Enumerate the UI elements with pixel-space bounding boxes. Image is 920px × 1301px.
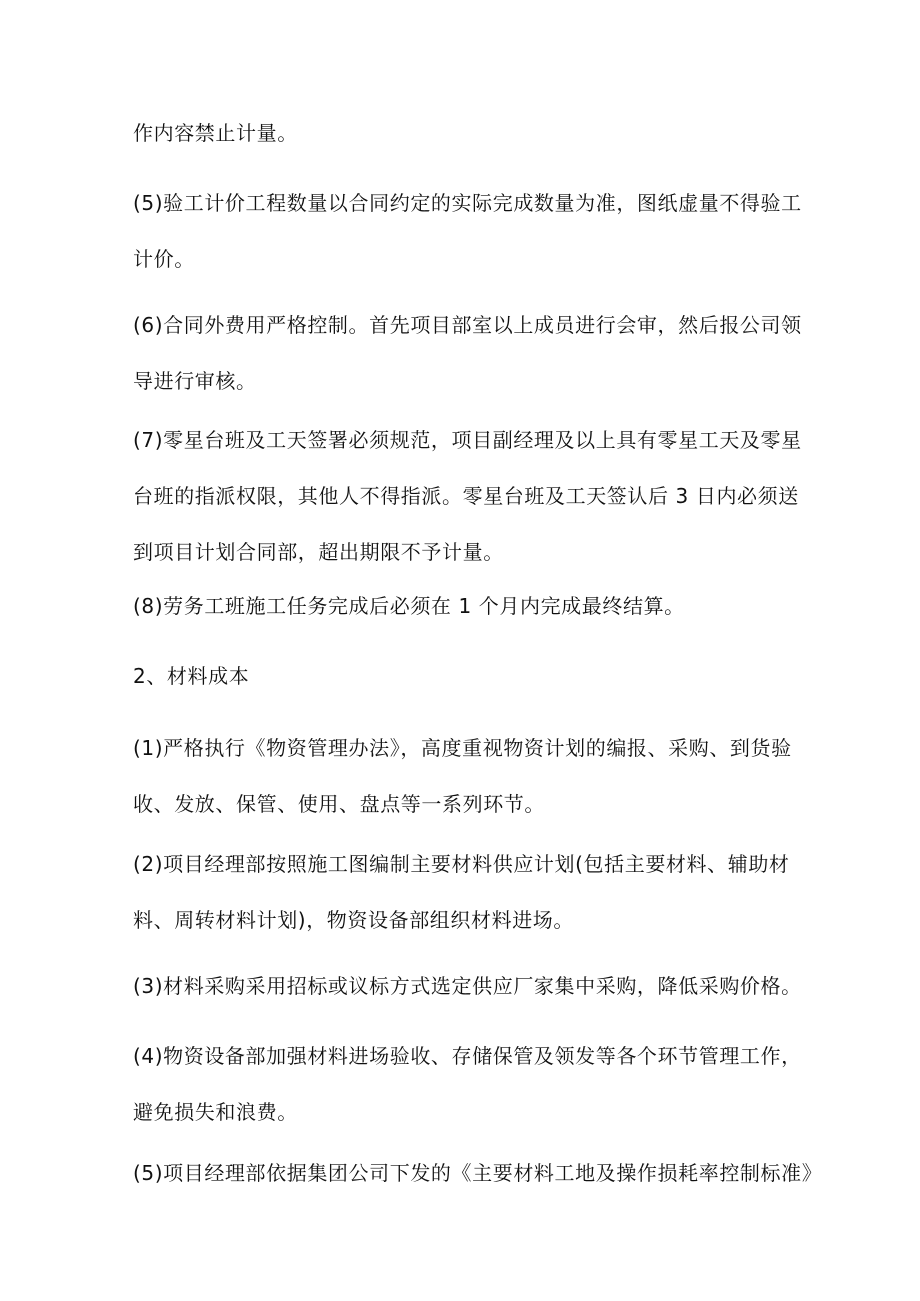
section-heading-material-cost: [133, 648, 803, 704]
paragraph-item-7-day-shifts: [133, 412, 803, 580]
paragraph-material-item-4: [133, 1028, 803, 1140]
paragraph-material-item-2: [133, 836, 803, 948]
text-line: (7)零星台班及工天签署必须规范，项目副经理及以上具有零星工天及零星: [133, 428, 802, 452]
text-line: (8)劳务工班施工任务完成后必须在 1 个月内完成最终结算。: [133, 594, 685, 618]
paragraph-material-item-1: [133, 720, 803, 832]
text-line: 作内容禁止计量。: [133, 121, 298, 145]
text-line: 料、周转材料计划)，物资设备部组织材料进场。: [133, 908, 575, 932]
text-line: 避免损失和浪费。: [133, 1100, 298, 1124]
text-line: (1)严格执行《物资管理办法》，高度重视物资计划的编报、采购、到货验: [133, 736, 792, 760]
paragraph-material-item-3: [133, 958, 803, 1014]
text-line: (6)合同外费用严格控制。首先项目部室以上成员进行会审，然后报公司领: [133, 313, 802, 337]
text-line: 收、发放、保管、使用、盘点等一系列环节。: [133, 792, 545, 816]
paragraph-material-item-5: [133, 1145, 823, 1201]
text-line: (5)验工计价工程数量以合同约定的实际完成数量为准，图纸虚量不得验工: [133, 191, 802, 215]
text-line: 计价。: [133, 247, 195, 271]
text-line: (4)物资设备部加强材料进场验收、存储保管及领发等各个环节管理工作，: [133, 1044, 802, 1068]
paragraph-item-6-extra-costs: [133, 297, 803, 409]
text-line: 到项目计划合同部，超出期限不予计量。: [133, 540, 504, 564]
text-line: (2)项目经理部按照施工图编制主要材料供应计划(包括主要材料、辅助材: [133, 852, 790, 876]
paragraph-item-8-settlement: [133, 578, 803, 634]
paragraph-item-5-valuation: [133, 175, 803, 287]
text-line: 导进行审核。: [133, 369, 257, 393]
text-line: 2、材料成本: [133, 664, 250, 688]
text-line: (5)项目经理部依据集团公司下发的《主要材料工地及操作损耗率控制标准》: [133, 1161, 823, 1185]
text-line: 台班的指派权限，其他人不得指派。零星台班及工天签认后 3 日内必须送: [133, 484, 799, 508]
paragraph-work-content: [133, 105, 803, 161]
text-line: (3)材料采购采用招标或议标方式选定供应厂家集中采购，降低采购价格。: [133, 974, 802, 998]
